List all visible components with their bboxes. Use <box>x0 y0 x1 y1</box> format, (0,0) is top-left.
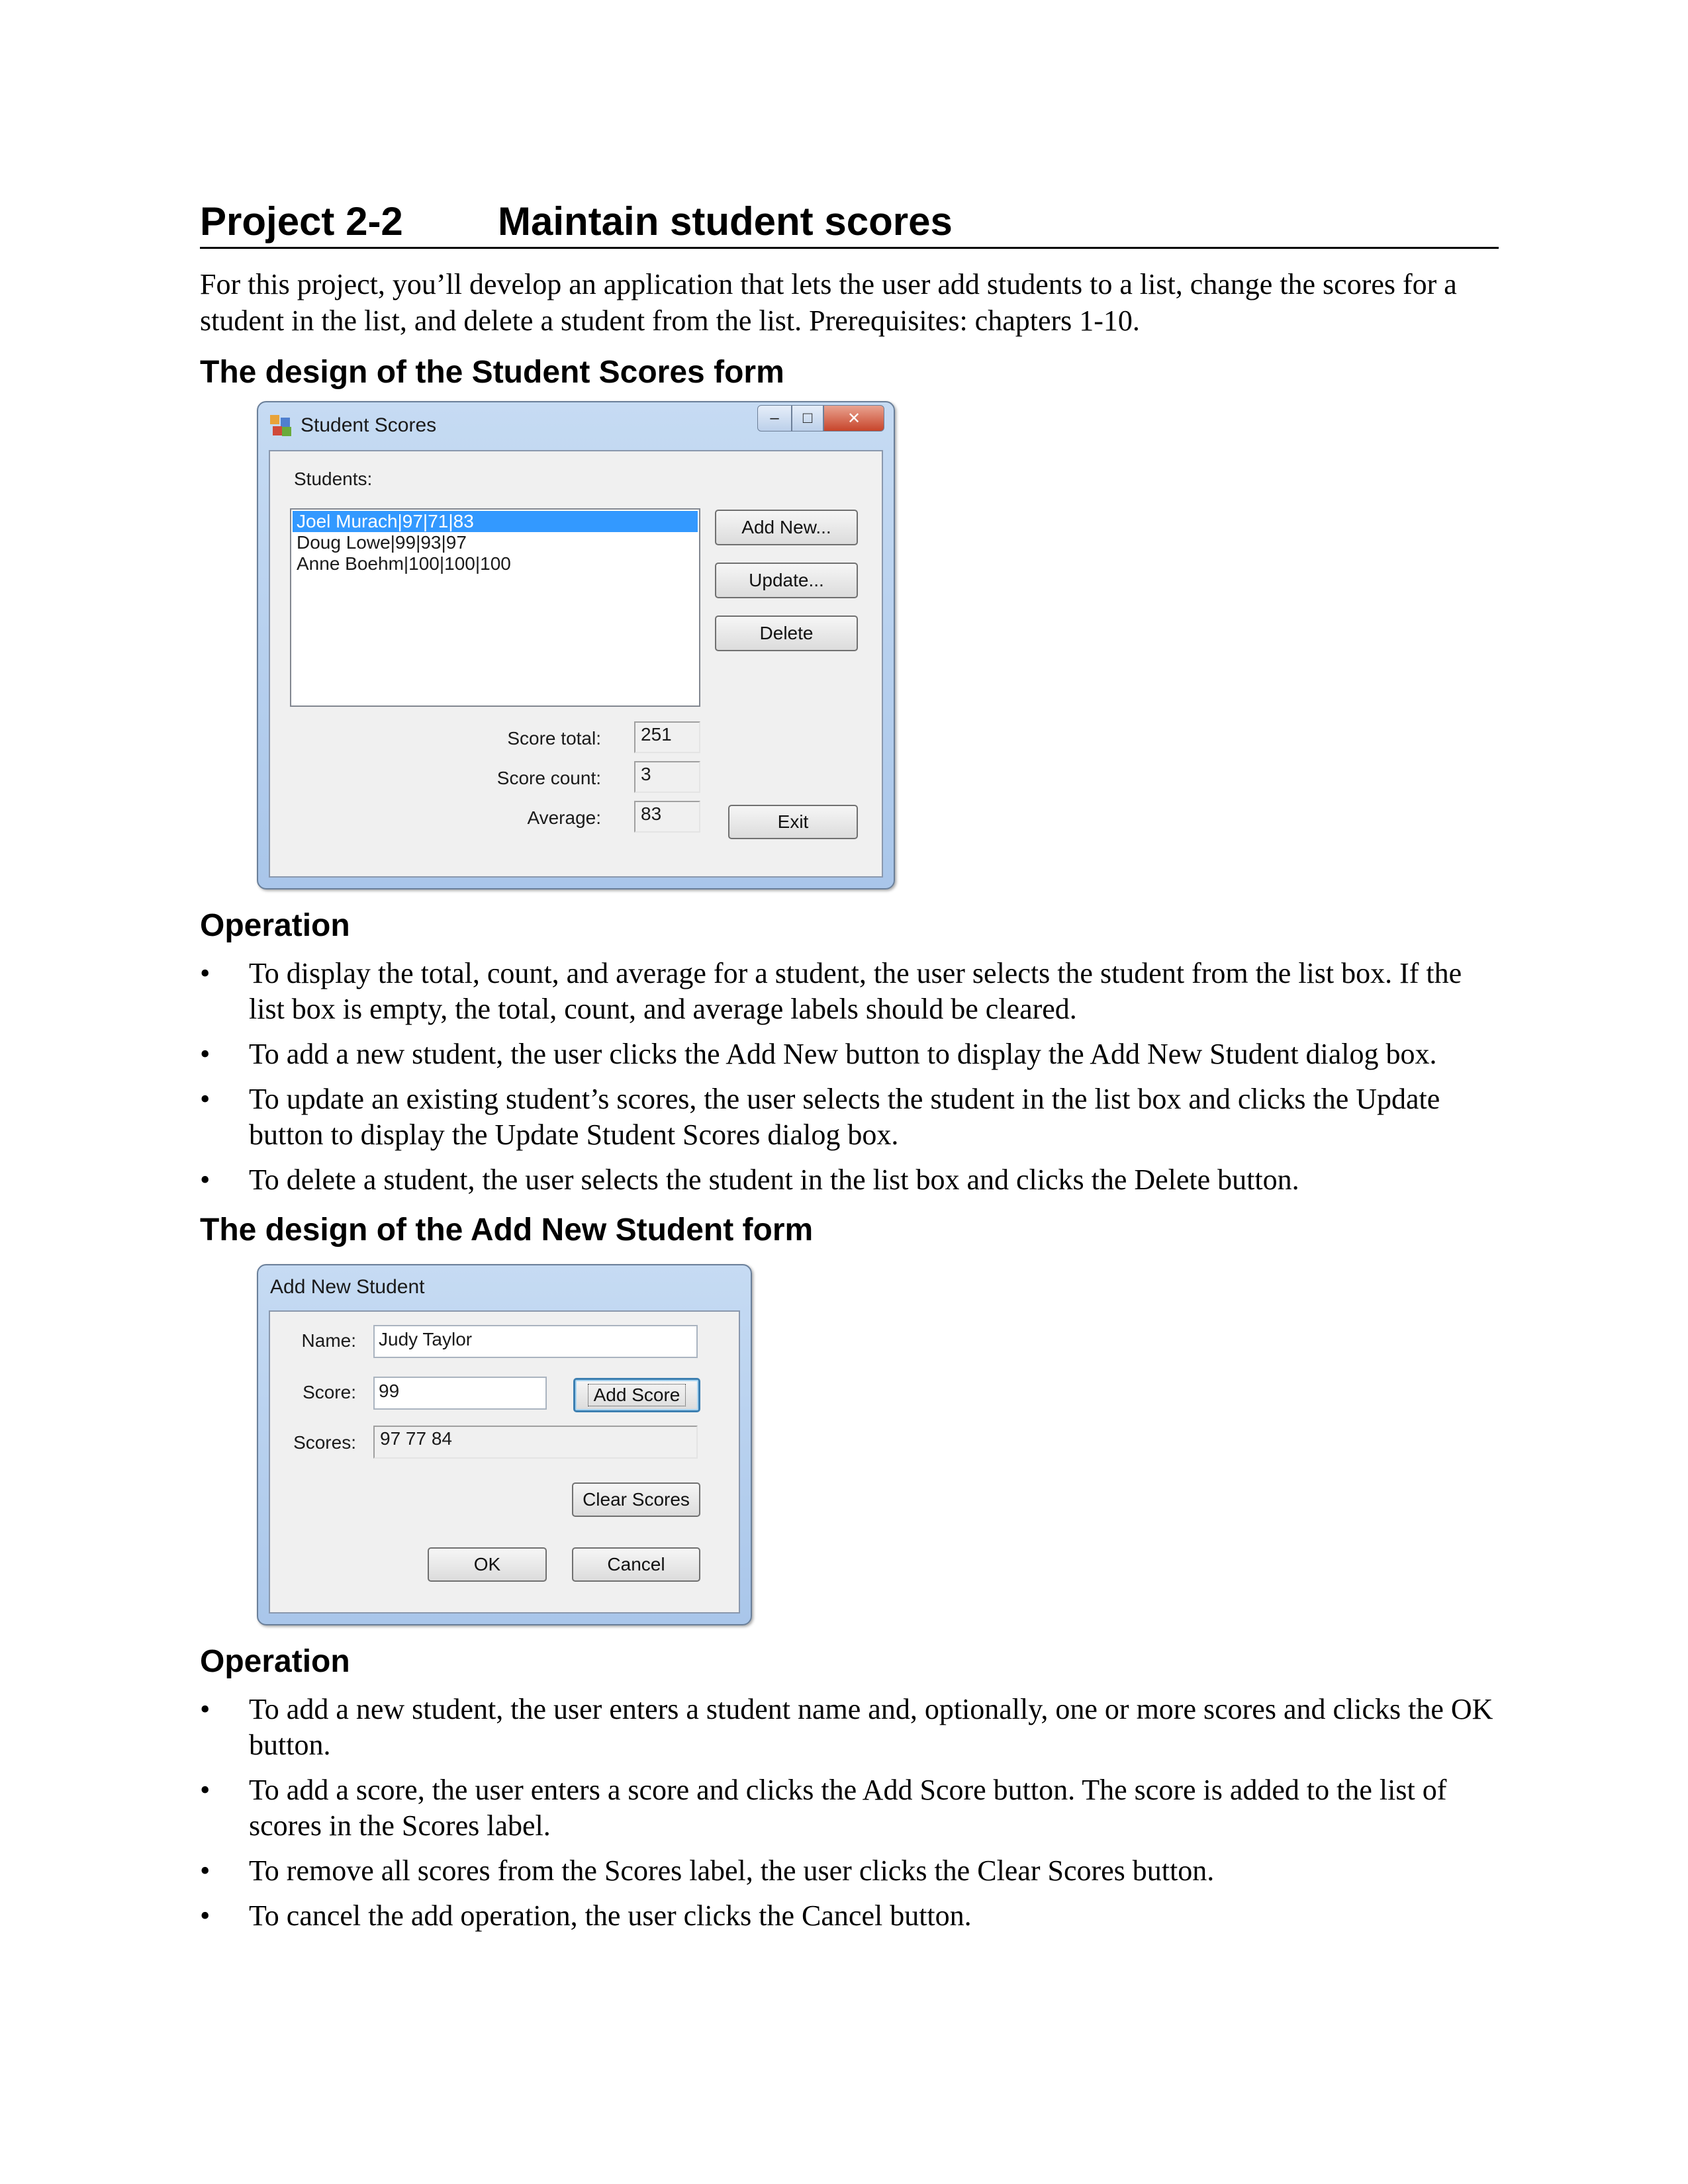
student-scores-window <box>257 401 895 889</box>
list-item: • To cancel the add operation, the user clicks the Cancel button. <box>200 1898 1499 1934</box>
project-title: Maintain student scores <box>498 199 953 244</box>
score-label: Score: <box>303 1382 356 1402</box>
window-client-area <box>269 450 883 878</box>
score-input[interactable]: 99 <box>373 1377 547 1410</box>
score-count-value: 3 <box>634 761 700 793</box>
operation-heading-2: Operation <box>200 1644 350 1679</box>
minimize-button[interactable]: – <box>757 405 792 432</box>
average-label: Average: <box>527 807 601 828</box>
section-heading-student-scores: The design of the Student Scores form <box>200 355 784 390</box>
scores-value: 97 77 84 <box>373 1426 698 1459</box>
section-heading-add-new-student: The design of the Add New Student form <box>200 1212 814 1248</box>
list-item: • To remove all scores from the Scores label, the user clicks the Clear Scores button. <box>200 1853 1499 1889</box>
app-icon <box>270 415 291 436</box>
students-listbox[interactable] <box>290 508 700 707</box>
add-score-button[interactable] <box>573 1378 700 1412</box>
list-item[interactable]: Anne Boehm|100|100|100 <box>297 553 511 574</box>
score-count-label: Score count: <box>496 768 601 788</box>
window-titlebar <box>258 402 894 449</box>
list-item: • To add a score, the user enters a score and clicks the Add Score button. The score is added to the list of scores in the Scores label. <box>200 1772 1499 1844</box>
clear-scores-button[interactable]: Clear Scores <box>572 1482 700 1517</box>
project-number: Project 2-2 <box>200 199 403 244</box>
intro-paragraph: For this project, you’ll develop an application that lets the user add students to a list, change the scores for a student in the list, and delete a student from the list. Prerequisites: chapters 1-10. <box>200 268 1457 337</box>
update-button[interactable]: Update... <box>715 563 858 598</box>
list-item: • To update an existing student’s scores, the user selects the student in the list box and clicks the Update button to display the Update Student Scores dialog box. <box>200 1081 1499 1153</box>
score-total-label: Score total: <box>507 728 601 749</box>
operation-heading-1: Operation <box>200 908 350 943</box>
score-total-value: 251 <box>634 721 700 753</box>
list-item[interactable]: Joel Murach|97|71|83 <box>293 511 698 532</box>
list-item: • To add a new student, the user enters a student name and, optionally, one or more scores and clicks the OK button. <box>200 1692 1499 1763</box>
add-score-button-label: Add Score <box>588 1384 686 1406</box>
window-title: Student Scores <box>301 414 437 436</box>
list-item: • To display the total, count, and average for a student, the user selects the student from the list box. If the list box is empty, the total, count, and average labels should be cleared. <box>200 956 1499 1027</box>
students-label: Students: <box>294 469 373 489</box>
name-label: Name: <box>301 1330 356 1351</box>
average-value: 83 <box>634 801 700 833</box>
list-item: • To add a new student, the user clicks the Add New button to display the Add New Student dialog box. <box>200 1036 1499 1072</box>
scores-label: Scores: <box>293 1432 356 1453</box>
add-new-student-window <box>257 1264 752 1625</box>
list-item[interactable]: Doug Lowe|99|93|97 <box>297 532 467 553</box>
delete-button[interactable]: Delete <box>715 615 858 651</box>
list-item: • To delete a student, the user selects the student in the list box and clicks the Delete button. <box>200 1162 1499 1198</box>
add-new-button[interactable]: Add New... <box>715 510 858 545</box>
operation-list-1 <box>200 956 1499 1198</box>
operation-list-2 <box>200 1692 1499 1934</box>
caption-buttons <box>757 405 884 432</box>
window-title: Add New Student <box>270 1276 425 1298</box>
window-client-area <box>269 1310 740 1614</box>
name-input[interactable]: Judy Taylor <box>373 1325 698 1358</box>
close-button[interactable]: ✕ <box>823 405 884 432</box>
cancel-button[interactable]: Cancel <box>572 1547 700 1582</box>
document-page <box>200 199 1499 1943</box>
page-title <box>200 199 1499 249</box>
maximize-button[interactable]: □ <box>792 405 823 432</box>
ok-button[interactable]: OK <box>428 1547 547 1582</box>
window-titlebar <box>258 1265 751 1309</box>
exit-button[interactable]: Exit <box>728 805 858 839</box>
